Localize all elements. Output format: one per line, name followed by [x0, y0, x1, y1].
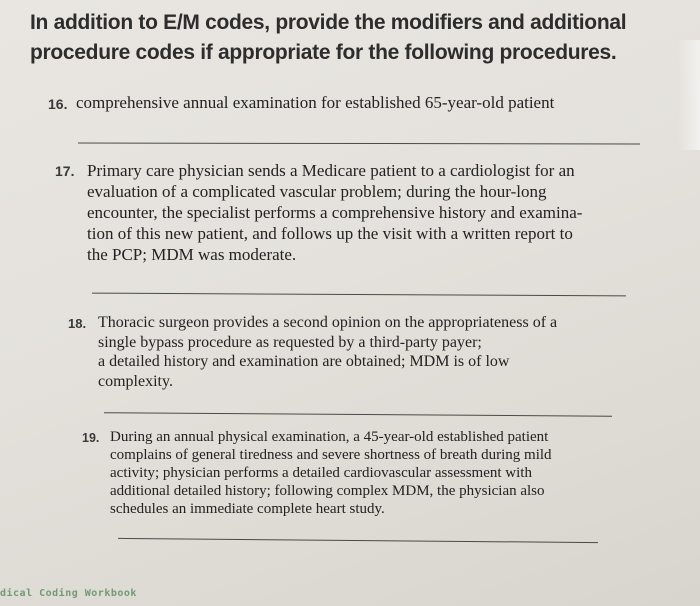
answer-line-18[interactable] [104, 412, 612, 417]
answer-line-19[interactable] [118, 538, 598, 543]
question-text [98, 313, 557, 391]
answer-line-17[interactable] [92, 293, 626, 297]
question-text [110, 428, 552, 518]
question-line: activity; physician performs a detailed cardiovascular assessment with [110, 465, 532, 481]
workbook-footer: dical Coding Workbook [0, 588, 137, 599]
question-line: evaluation of a complicated vascular problem; during the hour-long [87, 182, 547, 201]
answer-line-16[interactable] [78, 143, 640, 145]
light-glare [678, 40, 700, 150]
question-line: During an annual physical examination, a 45-year-old established patient [110, 429, 549, 445]
heading-line-2: procedure codes if appropriate for the following procedures. [30, 41, 617, 64]
question-line: the PCP; MDM was moderate. [87, 245, 297, 264]
question-number: 16. [48, 96, 68, 112]
heading-line-1: In addition to E/M codes, provide the modifiers and additional [30, 11, 627, 34]
instructions-heading [30, 8, 670, 68]
question-line: schedules an immediate complete heart study. [110, 501, 385, 517]
question-line: comprehensive annual examination for established 65-year-old patient [76, 93, 555, 112]
question-text [76, 92, 554, 114]
question-line: encounter, the specialist performs a comprehensive history and examina- [87, 203, 583, 222]
question-line: Primary care physician sends a Medicare patient to a cardiologist for an [87, 161, 575, 180]
question-line: a detailed history and examination are obtained; MDM is of low [98, 353, 510, 370]
question-line: Thoracic surgeon provides a second opinion on the appropriateness of a [98, 314, 558, 331]
question-number: 19. [82, 431, 100, 445]
question-line: tion of this new patient, and follows up the visit with a written report to [87, 224, 573, 243]
question-line: complexity. [98, 372, 173, 390]
question-line: additional detailed history; following complex MDM, the physician also [110, 483, 545, 499]
question-number: 18. [68, 316, 87, 331]
question-line: single bypass procedure as requested by a third-party payer; [98, 333, 482, 351]
question-line: complains of general tiredness and severe shortness of breath during mild [110, 447, 552, 463]
question-text [87, 160, 582, 265]
question-number: 17. [55, 163, 75, 179]
